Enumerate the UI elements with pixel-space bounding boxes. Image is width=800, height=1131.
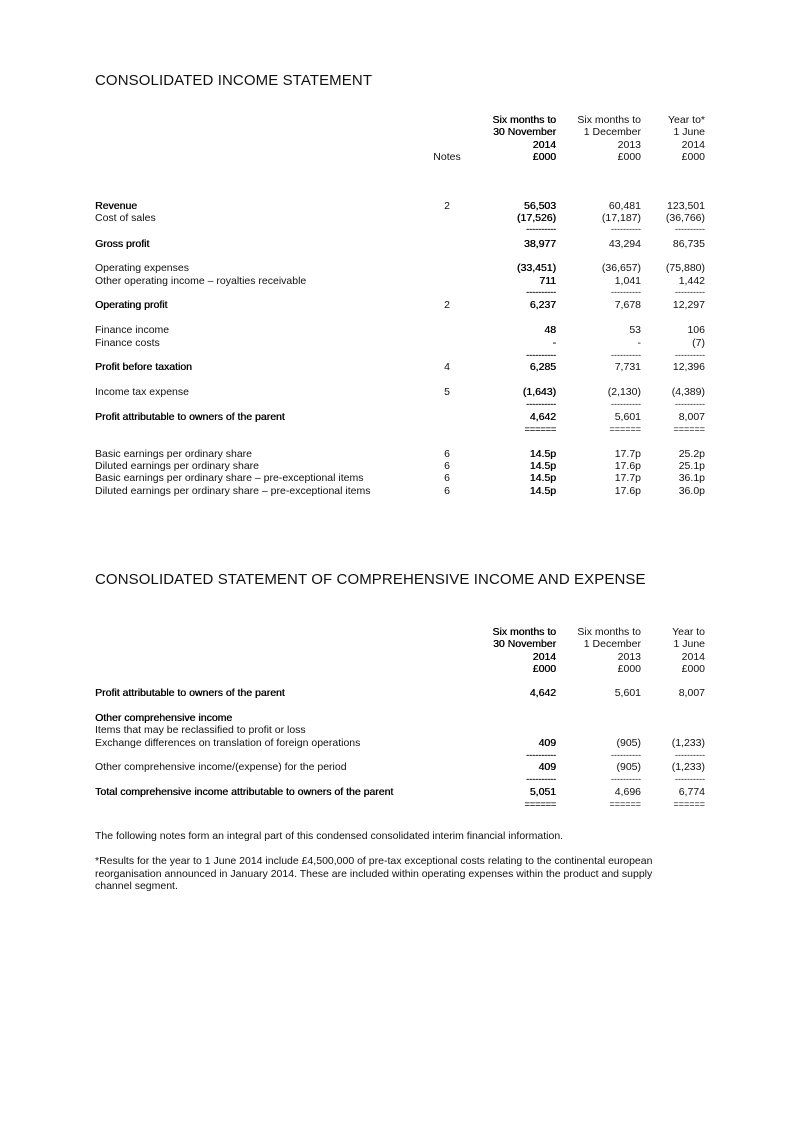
other-operating-income-c2: 1,041	[614, 275, 641, 287]
oci-period-c1: 409	[538, 761, 556, 773]
diluted-eps-pre-c2: 17.6p	[614, 485, 641, 497]
ci-col3-header-line1: Year to	[672, 626, 705, 638]
operating-expenses-c2: (36,657)	[601, 262, 641, 274]
notes-header: Notes	[433, 151, 461, 163]
gross-profit-c1: 38,977	[523, 238, 556, 250]
rule-double: ======	[609, 424, 641, 434]
col1-header-line4: £000	[532, 151, 556, 163]
basic-eps-label: Basic earnings per ordinary share	[95, 448, 252, 460]
col1-header-line3: 2014	[532, 139, 556, 151]
finance-income-c1: 48	[544, 324, 556, 336]
other-operating-income-label: Other operating income – royalties receivable	[95, 275, 307, 287]
rule-single: ----------	[611, 774, 641, 784]
revenue-c3: 123,501	[667, 200, 705, 212]
profit-before-tax-c3: 12,396	[672, 361, 705, 373]
diluted-eps-label: Diluted earnings per ordinary share	[95, 460, 260, 472]
diluted-eps-c1: 14.5p	[529, 460, 556, 472]
basic-eps-c2: 17.7p	[614, 448, 641, 460]
ci-col2-header-line2: 1 December	[583, 638, 641, 650]
ci-col2-header-line4: £000	[617, 663, 641, 675]
basic-eps-pre-c3: 36.1p	[678, 472, 705, 484]
rule-single: ----------	[675, 399, 705, 409]
rule-double: ======	[524, 799, 556, 809]
finance-costs-c1: -	[552, 337, 556, 349]
basic-eps-pre-c2: 17.7p	[614, 472, 641, 484]
ci-profit-attributable-label: Profit attributable to owners of the parent	[95, 687, 285, 699]
col1-header-line1: Six months to	[492, 114, 556, 126]
ci-col2-header-line3: 2013	[617, 651, 641, 663]
rule-single: ----------	[526, 224, 556, 234]
col3-header-line3: 2014	[681, 139, 705, 151]
rule-single: ----------	[675, 774, 705, 784]
profit-attributable-label: Profit attributable to owners of the parent	[95, 411, 285, 423]
finance-costs-c3: (7)	[692, 337, 705, 349]
comprehensive-income-title: CONSOLIDATED STATEMENT OF COMPREHENSIVE INCOME AND EXPENSE	[95, 571, 646, 588]
income-tax-c3: (4,389)	[671, 386, 705, 398]
ci-col3-header-line3: 2014	[681, 651, 705, 663]
rule-double: ======	[673, 424, 705, 434]
ci-col1-header-line1: Six months to	[492, 626, 556, 638]
rule-single: ----------	[611, 350, 641, 360]
rule-single: ----------	[526, 350, 556, 360]
operating-expenses-c1: (33,451)	[516, 262, 556, 274]
rule-single: ----------	[526, 287, 556, 297]
cost-of-sales-c1: (17,526)	[516, 212, 556, 224]
operating-profit-c3: 12,297	[672, 299, 705, 311]
revenue-c1: 56,503	[523, 200, 556, 212]
diluted-eps-pre-c3: 36.0p	[678, 485, 705, 497]
oci-heading: Other comprehensive income	[95, 712, 233, 724]
diluted-eps-c2: 17.6p	[614, 460, 641, 472]
rule-double: ======	[609, 799, 641, 809]
rule-single: ----------	[675, 287, 705, 297]
gross-profit-label: Gross profit	[95, 238, 150, 250]
rule-double: ======	[524, 424, 556, 434]
rule-single: ----------	[611, 750, 641, 760]
finance-costs-c2: -	[637, 337, 641, 349]
profit-before-tax-label: Profit before taxation	[95, 361, 192, 373]
basic-eps-note: 6	[444, 448, 450, 460]
income-statement-title: CONSOLIDATED INCOME STATEMENT	[95, 72, 373, 89]
rule-single: ----------	[675, 224, 705, 234]
rule-single: ----------	[611, 287, 641, 297]
total-comprehensive-c3: 6,774	[678, 786, 705, 798]
basic-eps-c1: 14.5p	[529, 448, 556, 460]
oci-period-label: Other comprehensive income/(expense) for the period	[95, 761, 347, 773]
diluted-eps-pre-c1: 14.5p	[529, 485, 556, 497]
oci-period-c3: (1,233)	[671, 761, 705, 773]
gross-profit-c2: 43,294	[608, 238, 641, 250]
gross-profit-c3: 86,735	[672, 238, 705, 250]
profit-before-tax-note: 4	[444, 361, 450, 373]
profit-attributable-c1: 4,642	[529, 411, 556, 423]
ci-col3-header-line2: 1 June	[673, 638, 705, 650]
cost-of-sales-c3: (36,766)	[665, 212, 705, 224]
exchange-diff-c2: (905)	[616, 737, 641, 749]
revenue-note: 2	[444, 200, 450, 212]
rule-single: ----------	[526, 399, 556, 409]
income-tax-label: Income tax expense	[95, 386, 189, 398]
rule-single: ----------	[675, 750, 705, 760]
operating-profit-c1: 6,237	[529, 299, 556, 311]
col2-header-line1: Six months to	[577, 114, 641, 126]
ci-col2-header-line1: Six months to	[577, 626, 641, 638]
other-operating-income-c1: 711	[539, 275, 556, 287]
cost-of-sales-c2: (17,187)	[601, 212, 641, 224]
income-tax-c2: (2,130)	[607, 386, 641, 398]
profit-attributable-c2: 5,601	[614, 411, 641, 423]
revenue-label: Revenue	[95, 200, 138, 212]
profit-before-tax-c1: 6,285	[529, 361, 556, 373]
operating-profit-c2: 7,678	[614, 299, 641, 311]
cost-of-sales-label: Cost of sales	[95, 212, 156, 224]
rule-single: ----------	[611, 399, 641, 409]
exceptional-footnote: *Results for the year to 1 June 2014 include £4,500,000 of pre-tax exceptional costs relating to the continental european reorganisation announced in January 2014. These are included within operating expenses within the product and supply channel segment.	[95, 855, 653, 892]
finance-income-label: Finance income	[95, 324, 170, 336]
basic-eps-pre-c1: 14.5p	[529, 472, 556, 484]
rule-single: ----------	[526, 774, 556, 784]
integral-note: The following notes form an integral part of this condensed consolidated interim financial information.	[95, 830, 564, 842]
finance-costs-label: Finance costs	[95, 337, 160, 349]
exchange-diff-c1: 409	[538, 737, 556, 749]
basic-eps-pre-label: Basic earnings per ordinary share – pre-exceptional items	[95, 472, 364, 484]
operating-profit-note: 2	[444, 299, 450, 311]
ci-col3-header-line4: £000	[681, 663, 705, 675]
basic-eps-c3: 25.2p	[678, 448, 705, 460]
operating-expenses-c3: (75,880)	[665, 262, 705, 274]
income-tax-c1: (1,643)	[522, 386, 556, 398]
diluted-eps-note: 6	[444, 460, 450, 472]
total-comprehensive-label: Total comprehensive income attributable to owners of the parent	[95, 786, 394, 798]
income-tax-note: 5	[444, 386, 450, 398]
col2-header-line4: £000	[617, 151, 641, 163]
revenue-c2: 60,481	[608, 200, 641, 212]
ci-col1-header-line3: 2014	[532, 651, 556, 663]
ci-profit-attributable-c1: 4,642	[529, 687, 556, 699]
rule-double: ======	[673, 799, 705, 809]
total-comprehensive-c1: 5,051	[529, 786, 556, 798]
oci-period-c2: (905)	[616, 761, 641, 773]
exchange-diff-label: Exchange differences on translation of foreign operations	[95, 737, 361, 749]
rule-single: ----------	[526, 750, 556, 760]
col3-header-line1: Year to*	[668, 114, 705, 126]
col3-header-line2: 1 June	[673, 126, 705, 138]
diluted-eps-pre-note: 6	[444, 485, 450, 497]
diluted-eps-pre-label: Diluted earnings per ordinary share – pre-exceptional items	[95, 485, 371, 497]
ci-col1-header-line2: 30 November	[492, 638, 556, 650]
exchange-diff-c3: (1,233)	[671, 737, 705, 749]
profit-attributable-c3: 8,007	[678, 411, 705, 423]
operating-profit-label: Operating profit	[95, 299, 168, 311]
profit-before-tax-c2: 7,731	[614, 361, 641, 373]
oci-subheading: Items that may be reclassified to profit or loss	[95, 724, 306, 736]
finance-income-c2: 53	[629, 324, 641, 336]
diluted-eps-c3: 25.1p	[678, 460, 705, 472]
col2-header-line3: 2013	[617, 139, 641, 151]
ci-col1-header-line4: £000	[532, 663, 556, 675]
rule-single: ----------	[611, 224, 641, 234]
basic-eps-pre-note: 6	[444, 472, 450, 484]
col3-header-line4: £000	[681, 151, 705, 163]
operating-expenses-label: Operating expenses	[95, 262, 189, 274]
total-comprehensive-c2: 4,696	[614, 786, 641, 798]
rule-single: ----------	[675, 350, 705, 360]
col1-header-line2: 30 November	[492, 126, 556, 138]
other-operating-income-c3: 1,442	[678, 275, 705, 287]
col2-header-line2: 1 December	[583, 126, 641, 138]
ci-profit-attributable-c2: 5,601	[614, 687, 641, 699]
ci-profit-attributable-c3: 8,007	[678, 687, 705, 699]
finance-income-c3: 106	[687, 324, 705, 336]
